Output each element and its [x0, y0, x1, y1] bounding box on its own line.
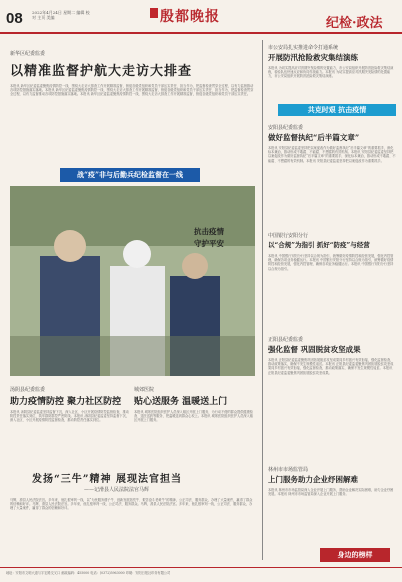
story4-body: 本报讯 中国银行安阳分行坚持以合规为指引，统筹做好疫情防控和经营发展，强化内控管理，确保各项业务稳健运行。本报讯 中国银行安阳分行坚持以合规为指引，统筹做好疫情防控和经营发展，强化内控管理，确保各项业务稳健运行。本报讯 中国银行安阳分行坚持以合规为指引。 — [268, 254, 394, 271]
column-divider — [262, 40, 263, 560]
footer-text: 地址：安阳市文明大道与宇宏路交叉口 邮政编码：455000 电话：(0372)5963000 印刷：安阳日报社印务有限公司 — [6, 571, 171, 575]
photo-scene — [10, 186, 255, 376]
story1-body: 本报讯 新华区纪委监委聚焦疫情防控一线，围绕大走访大排查工作开展精准监督，督促各级党组织和党员干部压实责任、担当作为，把监督检查贯穿全过程，以有力监督推动各项防控措施落实落地。本报讯 新华区纪委监委聚焦疫情防控一线，围绕大走访大排查工作开展精准监督，督促各级党组织和党员干部压实责任、担当作为，把监督检查贯穿全过程，以有力监督推动各项防控措施落实落地。本报讯 新华区纪委监委聚焦疫情防控一线，围绕大走访大排查工作开展精准监督，督促各级党组织和党员干部压实责任。 — [10, 84, 254, 97]
story3-headline: 做好监督执纪“后半篇文章” — [268, 133, 360, 142]
story8-subheadline: ——记滑县人民法院法官马辉 — [84, 487, 150, 493]
story6-body: 本报讯 城郊医院组织医护人员深入辖区开展上门服务，为行动不便的群众提供健康检查、送医送药等服务，把温暖送到群众心坎上。本报讯 城郊医院组织医护人员深入辖区开展上门服务。 — [134, 410, 253, 423]
masthead: 殷都晚报 — [160, 9, 220, 25]
page-header — [0, 0, 402, 34]
story7-headline: 强化监督 巩固脱贫攻坚成果 — [268, 345, 361, 354]
story4-kicker: 中国银行安阳分行 — [268, 233, 309, 239]
boxed-label: 身边的榜样 — [320, 548, 390, 562]
story4-headline: 以“合规”为指引 抓好“防疫”与经营 — [268, 241, 370, 249]
story3-body: 本报讯 安阳县纪委监委坚持把以案促改作为做好监督执纪“后半篇文章”的重要抓手，深化标本兼治，推动形成不敢腐、不能腐、不想腐的有效机制。本报讯 安阳县纪委监委坚持把以案促改作为做好监督执纪“后半篇文章”的重要抓手，深化标本兼治，推动形成不敢腐、不能腐、不想腐的有效机制。本报讯 安阳县纪委监委坚持把以案促改作为重要抓手。 — [268, 146, 396, 163]
date-line: 2022年4月24日 星期二 编辑 校对 主页 美编 — [32, 10, 90, 20]
page-number: 08 — [6, 10, 23, 27]
story2-headline: 开展防汛抢险救灾集结演练 — [268, 53, 358, 62]
photo-caption-title: 抗击疫情 守护平安 — [194, 227, 224, 248]
story-banner-title: 战“疫”非与后勤兵纪检监督在一线 — [60, 168, 200, 182]
story1-kicker: 新华区纪委监委 — [10, 51, 46, 57]
story-banner-photo — [10, 186, 255, 376]
story5-kicker: 汤阴县纪委监委 — [10, 387, 46, 393]
masthead-logo-icon — [150, 8, 158, 18]
story3-strip: 共克时艰 抗击疫情 — [278, 104, 396, 116]
story7-kicker: 正阳县纪委监委 — [268, 337, 304, 343]
story7-body: 本报讯 正阳县纪委监委聚焦巩固拓展脱贫攻坚成果同乡村振兴有效衔接，强化监督检查，推动政策落实，确保不发生规模性返贫。本报讯 正阳县纪委监委聚焦巩固拓展脱贫攻坚成果同乡村振兴有效衔接，强化监督检查，推动政策落实，确保不发生规模性返贫。本报讯 正阳县纪委监委聚焦巩固拓展脱贫攻坚成果。 — [268, 358, 394, 375]
page-footer — [0, 567, 402, 582]
story9-body: 本报讯 林州市市场监管局深入企业开展上门服务，帮助企业解决实际困难，助力企业纾困发展。本报讯 林州市市场监管局深入企业开展上门服务。 — [268, 488, 394, 497]
story5-headline: 助力疫情防控 聚力社区防控 — [10, 397, 122, 407]
story5-body: 本报讯 汤阴县纪委监委坚持监督下沉，深入社区、小区开展疫情防控监督检查，推动防控责任落实到位，筑牢群防群控严密防线。本报讯 汤阴县纪委监委坚持监督下沉，深入社区、小区开展疫情防控监督检查，推动防控责任落实到位。 — [10, 410, 129, 423]
story6-headline: 贴心送服务 温暖送上门 — [134, 397, 228, 407]
story6-kicker: 城郊医院 — [134, 387, 155, 393]
story3-kicker: 安阳县纪委监委 — [268, 125, 304, 131]
story8-body: 马辉，滑县人民法院法官。多年来，他扎根审判一线，以“为民服务孺子牛、创新发展拓荒牛、艰苦奋斗老黄牛”的精神，公正司法、服务群众，办理了大量案件，赢得了群众的信赖和好评。马辉，滑县人民法院法官。多年来，他扎根审判一线，公正司法、服务群众。马辉，滑县人民法院法官。多年来，他扎根审判一线，公正司法、服务群众，办理了大量案件，赢得了群众的信赖和好评。 — [10, 498, 253, 511]
section-title: 纪检·政法 — [326, 16, 383, 31]
story2-body: 本报讯 为切实提高应对汛期突发险情的处置能力，市公安局组织开展防汛抢险救灾集结演练，检验队伍快速反应和协同作战能力。本报讯 为切实提高应对汛期突发险情的处置能力，市公安局组织开展防汛抢险救灾集结演练。 — [268, 66, 394, 79]
story2-kicker: 市公安局扎实推进命令打通系统 — [268, 45, 339, 51]
story8-headline: 发扬“三牛”精神 展现法官担当 — [32, 474, 182, 485]
story9-headline: 上门服务助力企业纾困解难 — [268, 475, 358, 484]
story1-headline: 以精准监督护航大走访大排查 — [10, 64, 193, 79]
story9-kicker: 林州市市场监管局 — [268, 467, 309, 473]
